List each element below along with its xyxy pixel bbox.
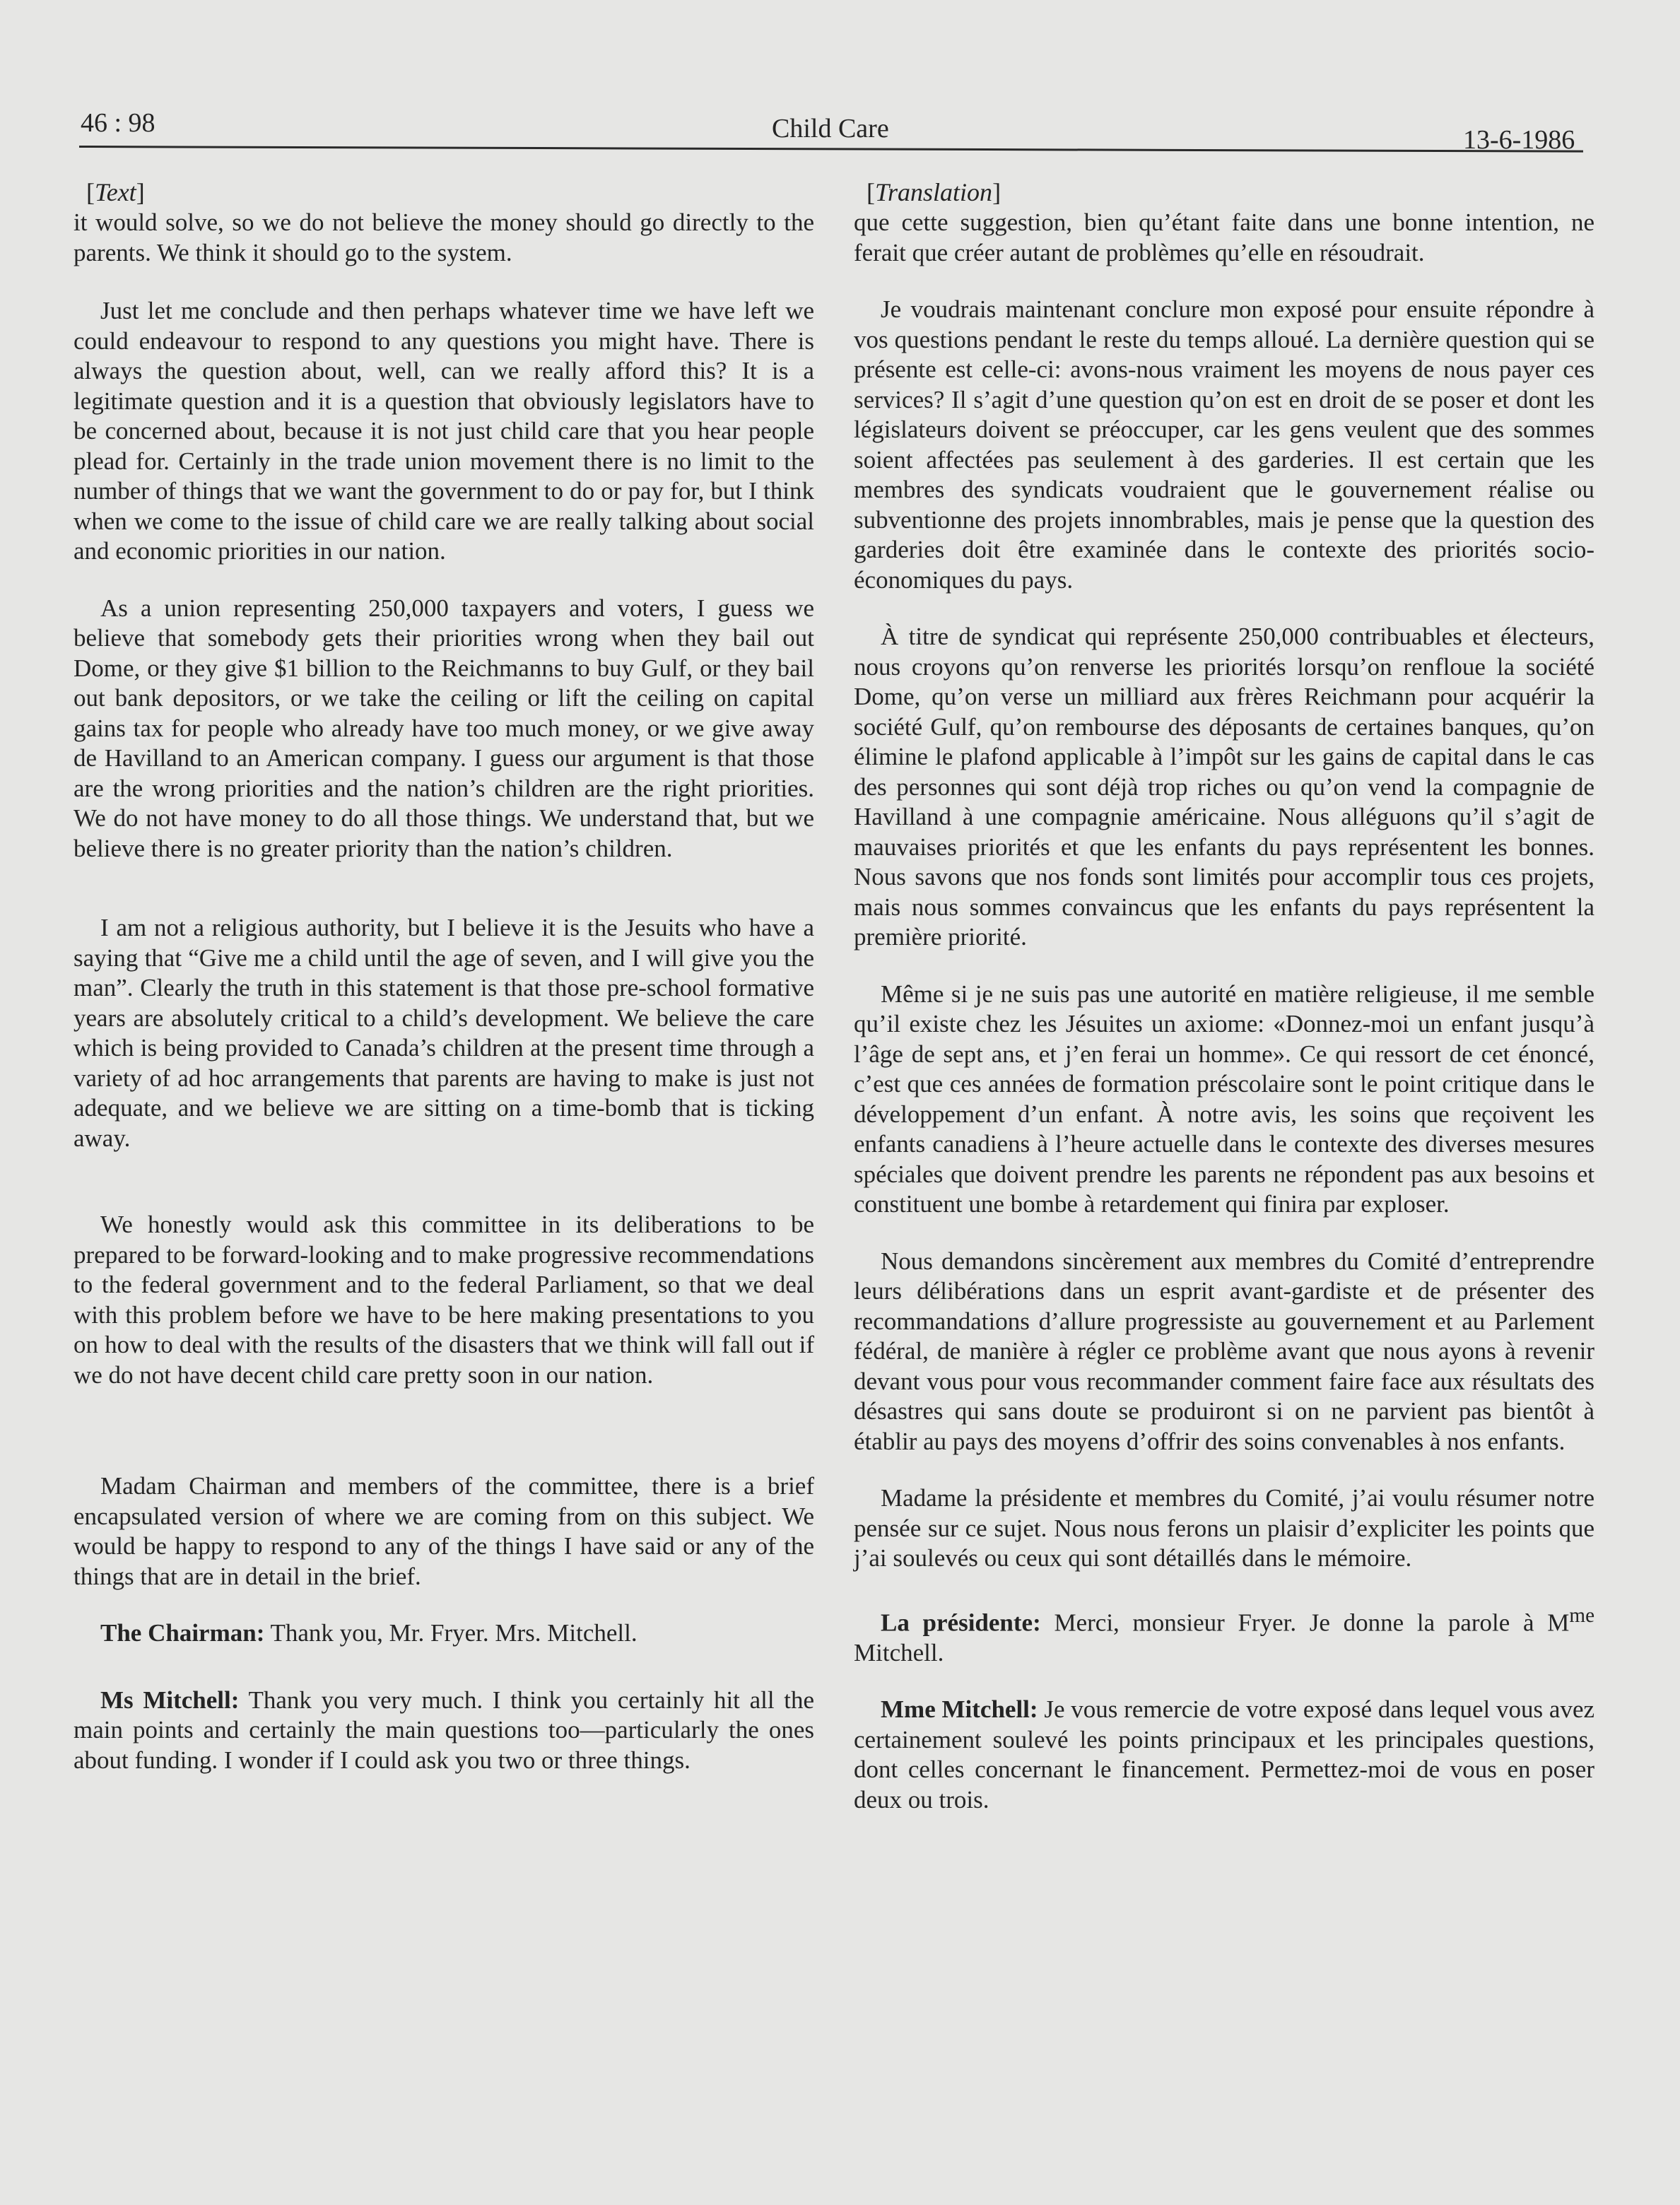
mitchell-remark xyxy=(74,1686,814,1776)
right-paragraph: Je voudrais maintenant conclure mon exposé pour ensuite répondre à vos questions pendant le reste du temps alloué. La dernière question qui se présente est celle-ci: avons-nous vraiment les moyens de nous payer ces services? Il s’agit d’une question qu’on est en droit de se poser et dont les législateurs doivent se préoccuper, car les gens veulent que des sommes soient affectées pas seulement à des garderies. Il est certain que les membres des syndicats voudraient que le gouvernement réalise ou subventionne des projets innombrables, mais je pense que la question des garderies doit être examinée dans le contexte des priorités socio-économiques du pays. xyxy=(854,295,1594,594)
honorific: M xyxy=(1547,1609,1570,1637)
left-paragraph: Just let me conclude and then perhaps whatever time we have left we could endeavour to respond to any questions you might have. There is always the question about, well, can we really afford this? It is a legitimate question and it is a question that obviously legislators have to be concerned about, because it is not just child care that you hear people plead for. Certainly in the trade union movement there is no limit to the number of things that we want the government to do or pay for, but I think when we come to the issue of child care we are really talking about social and economic priorities in our nation. xyxy=(74,297,814,565)
speaker-name: The Chairman: xyxy=(100,1619,265,1647)
page-number: 46 : 98 xyxy=(81,108,155,138)
presidente-remark xyxy=(854,1601,1594,1669)
right-paragraph: que cette suggestion, bien qu’étant faite dans une bonne intention, ne ferait que créer autant de problèmes qu’elle en résoudrait. xyxy=(854,208,1594,266)
speaker-text-end: Mitchell. xyxy=(854,1638,944,1666)
right-paragraph: Même si je ne suis pas une autorité en matière religieuse, il me semble qu’il existe chez les Jésuites un axiome: «Donnez-moi un enfant jusqu’à l’âge de sept ans, et j’en ferai un homme». Ce qui ressort de cet énoncé, c’est que ces années de formation préscolaire sont le point critique dans le développement d’un enfant. À notre avis, les soins que reçoivent les enfants canadiens à l’heure actuelle dans le contexte des diverses mesures spéciales que doivent prendre les parents ne répondent pas aux besoins et constituent une bombe à retardement qui finira par exploser. xyxy=(854,980,1594,1218)
translation-label-word: Translation xyxy=(875,178,993,206)
header-rule xyxy=(79,146,1583,153)
chairman-remark xyxy=(74,1618,814,1649)
speaker-name: Mme Mitchell: xyxy=(881,1695,1038,1724)
left-paragraph: I am not a religious authority, but I believe it is the Jesuits who have a saying that “Give me a child until the age of seven, and I will give you the man”. Clearly the truth in this statement is that those pre-school formative years are absolutely critical to a child’s development. We believe the care which is being provided to Canada’s children at the present time through a variety of ad hoc arrangements that parents are having to make is just not adequate, and we believe we are sitting on a time-bomb that is ticking away. xyxy=(74,914,814,1152)
page-title: Child Care xyxy=(772,114,889,143)
page-date: 13-6-1986 xyxy=(1463,125,1575,155)
french-column xyxy=(854,177,1594,1842)
speaker-text: Thank you very much. I think you certainly hit all the main points and certainly the main questions too—particularly the ones about funding. I wonder if I could ask you two or three things. xyxy=(74,1686,814,1774)
right-paragraph: À titre de syndicat qui représente 250,000 contribuables et électeurs, nous croyons qu’on renverse les priorités lorsqu’on renfloue la société Dome, qu’on verse un milliard aux frères Reichmann pour acquérir la société Gulf, qu’on rembourse des déposants de certaines banques, qu’on élimine le plafond applicable à l’impôt sur les gains de capital dans le cas des personnes qui sont déjà trop riches ou qu’on vend la compagnie de Havilland à une compagnie américaine. Nous alléguons qu’il s’agit de mauvaises priorités et que les enfants du pays représentent les bonnes. Nous savons que nos fonds sont limités pour accomplir tous ces projets, mais nous sommes convaincus que les enfants du pays représentent la première priorité. xyxy=(854,623,1594,951)
speaker-name: La présidente: xyxy=(881,1609,1041,1637)
right-paragraph: Nous demandons sincèrement aux membres du Comité d’entreprendre leurs délibérations dans un esprit avant-gardiste et de présenter des recommandations d’allure progressiste au gouvernement et au Parlement fédéral, de manière à régler ce problème avant que nous ayons à revenir devant vous pour vous recommander comment faire face aux résultats des désastres qui sans doute se produiront si on ne parvient pas bientôt à établir au pays des moyens d’offrir des soins convenables à nos enfants. xyxy=(854,1247,1594,1455)
mitchell-remark xyxy=(854,1695,1594,1815)
text-label: [Text] xyxy=(86,178,145,206)
speaker-text: Je vous remercie de votre exposé dans lequel vous avez certainement soulevé les points principaux et les principales questions, dont celles concernant le financement. Permettez-moi de vous en poser deux ou trois. xyxy=(854,1695,1595,1813)
left-paragraph: As a union representing 250,000 taxpayers and voters, I guess we believe that somebody gets their priorities wrong when they bail out Dome, or they give $1 billion to the Reichmanns to buy Gulf, or they bail out bank depositors, or we take the ceiling or lift the ceiling on capital gains tax for people who already have too much money, or we give away de Havilland to an American company. I guess our argument is that those are the wrong priorities and the nation’s children are the right priorities. We do not have money to do all those things. We understand that, but we believe there is no greater priority than the nation’s children. xyxy=(74,594,814,862)
text-label-word: Text xyxy=(95,178,136,206)
speaker-name: Ms Mitchell: xyxy=(100,1686,240,1714)
translation-label: [Translation] xyxy=(867,178,1001,206)
left-paragraph: Madam Chairman and members of the committee, there is a brief encapsulated version of where we are coming from on this subject. We would be happy to respond to any of the things I have said or any of the things that are in detail in the brief. xyxy=(74,1472,814,1590)
left-paragraph: We honestly would ask this committee in its deliberations to be prepared to be forward-looking and to make progressive recommendations to the federal government and to the federal Parliament, so that we deal with this problem before we have to be here making presentations to you on how to deal with the results of the disasters that we think will fall out if we do not have decent child care pretty soon in our nation. xyxy=(74,1211,814,1389)
honorific-superscript: me xyxy=(1569,1604,1595,1627)
left-paragraph: it would solve, so we do not believe the money should go directly to the parents. We think it should go to the system. xyxy=(74,208,814,266)
english-column xyxy=(74,177,814,1802)
right-paragraph: Madame la présidente et membres du Comité, j’ai voulu résumer notre pensée sur ce sujet. Nous nous ferons un plaisir d’expliciter les points que j’ai soulevés ou ceux qui sont détaillés dans le mémoire. xyxy=(854,1484,1594,1572)
speaker-text: Merci, monsieur Fryer. Je donne la parole à xyxy=(1054,1609,1548,1637)
speaker-text: Thank you, Mr. Fryer. Mrs. Mitchell. xyxy=(270,1619,638,1647)
